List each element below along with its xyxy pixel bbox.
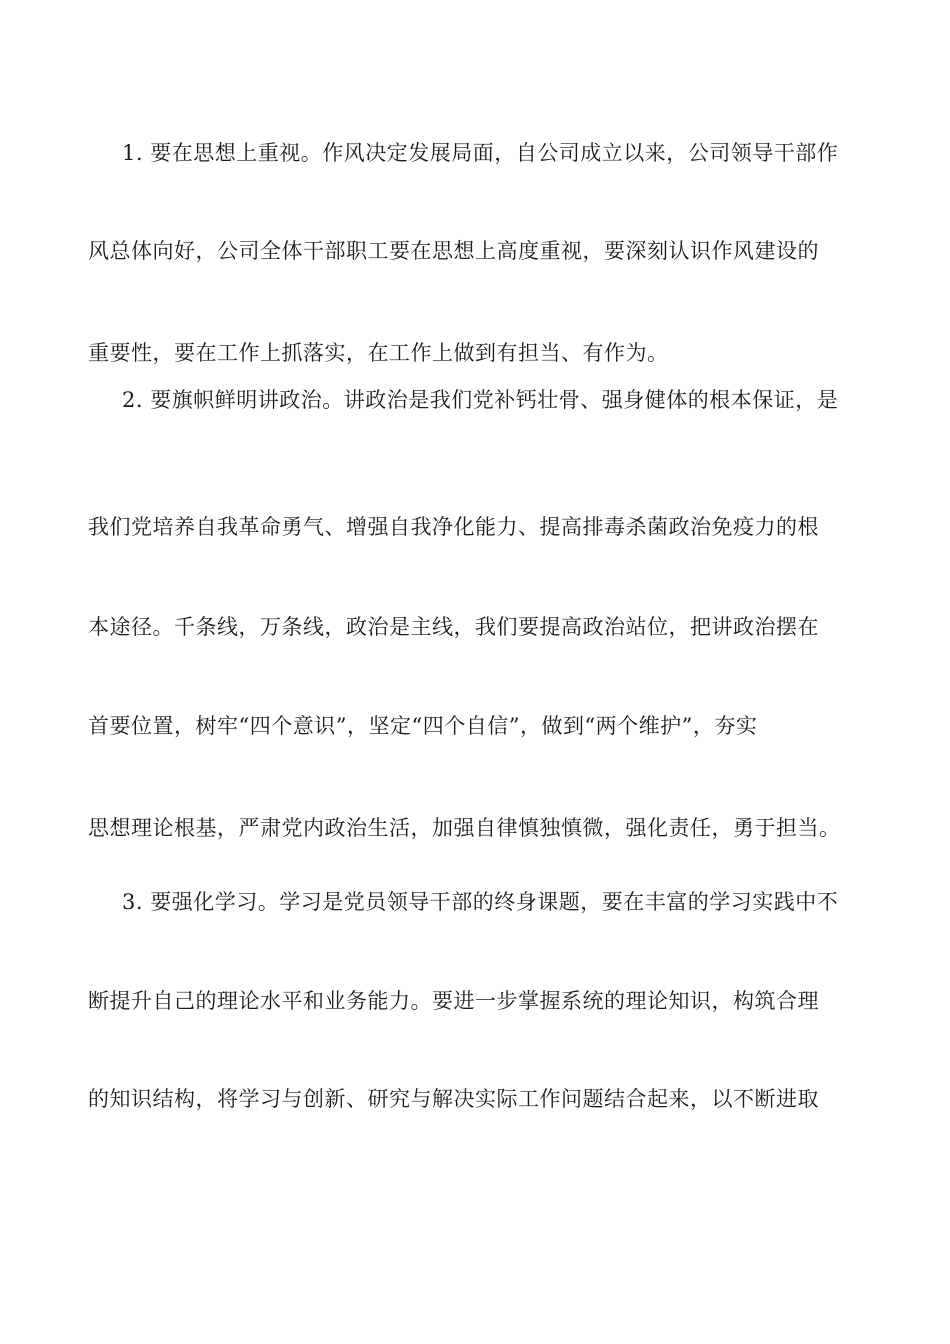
paragraph-2-line-1: 2. 要旗帜鲜明讲政治。讲政治是我们党补钙壮骨、强身健体的根本保证，是	[122, 388, 839, 412]
paragraph-1-line-3: 重要性，要在工作上抓落实，在工作上做到有担当、有作为。	[88, 341, 669, 365]
paragraph-2-line-4: 首要位置，树牢“四个意识”，坚定“四个自信”，做到“两个维护”，夯实	[88, 714, 758, 738]
paragraph-3-line-1: 3. 要强化学习。学习是党员领导干部的终身课题，要在丰富的学习实践中不	[122, 890, 839, 914]
paragraph-2-line-2: 我们党培养自我革命勇气、增强自我净化能力、提高排毒杀菌政治免疫力的根	[88, 515, 819, 539]
paragraph-2-line-3: 本途径。千条线，万条线，政治是主线，我们要提高政治站位，把讲政治摆在	[88, 615, 819, 639]
paragraph-3-line-2: 断提升自己的理论水平和业务能力。要进一步掌握系统的理论知识，构筑合理	[88, 989, 819, 1013]
paragraph-1-line-1: 1. 要在思想上重视。作风决定发展局面，自公司成立以来，公司领导干部作	[122, 141, 839, 165]
paragraph-2-line-5: 思想理论根基，严肃党内政治生活，加强自律慎独慎微，强化责任，勇于担当。	[88, 816, 841, 840]
paragraph-3-line-3: 的知识结构，将学习与创新、研究与解决实际工作问题结合起来，以不断进取	[88, 1087, 819, 1111]
paragraph-1-line-2: 风总体向好，公司全体干部职工要在思想上高度重视，要深刻认识作风建设的	[88, 239, 819, 263]
